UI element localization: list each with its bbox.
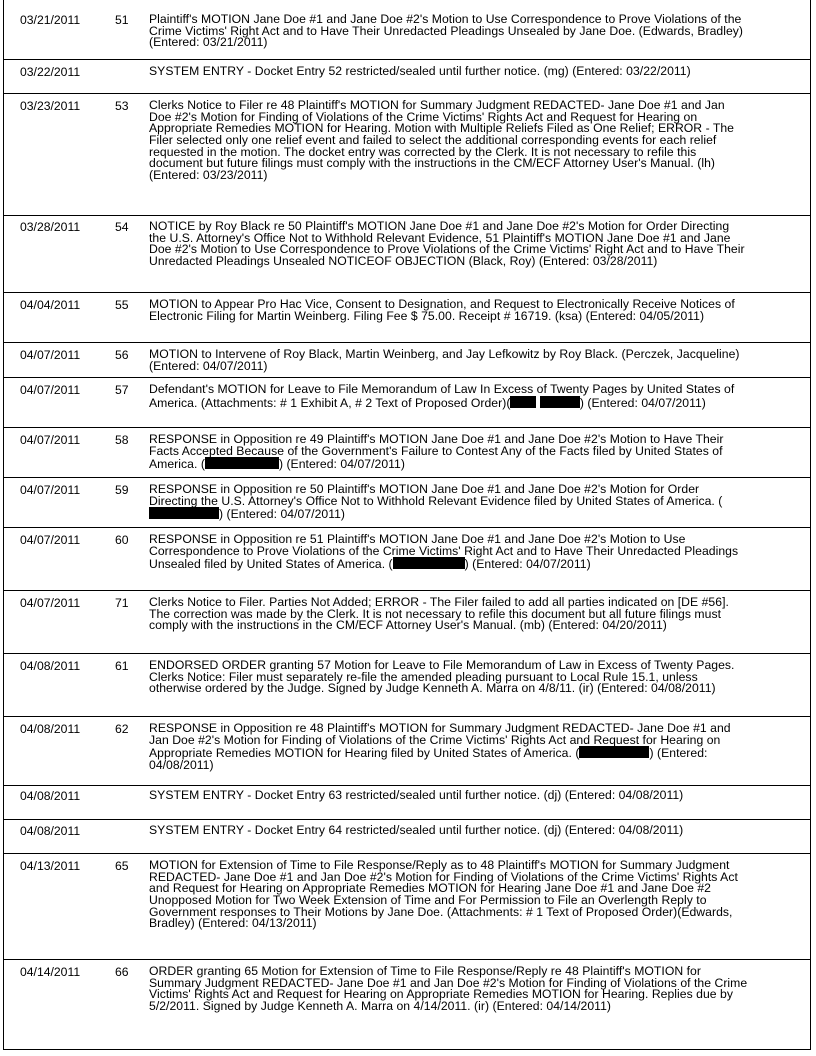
entry-date: 03/21/2011 [20,13,81,27]
entry-date: 04/08/2011 [20,789,81,803]
redaction-bar [540,396,580,408]
entry-text-after-redaction: ) (Entered: 04/07/2011) [579,395,706,410]
entry-number: 58 [115,433,129,447]
entry-text [149,384,749,409]
entry-text: ORDER granting 65 Motion for Extension of Time to File Response/Reply re 48 Plaintiff's MOTION for Summary Judgment REDACTED- Jane Doe #1 and Jan Doe #2's Motion for Finding of Violations of the Crime Victims' Rights Act and Request for Hearing on Appropriate Remedies MOTION for Hearing. Replies due by 5/2/2011. Signed by Judge Kenneth A. Marra on 4/14/2011. (ir) (Entered: 04/14/2011) [149,964,748,1013]
entry-text-after-redaction: ) (Entered: 04/07/2011) [219,507,346,522]
entry-number: 53 [115,99,129,113]
row-divider [4,292,810,293]
entry-text-after-redaction: ) (Entered: 04/07/2011) [464,557,591,572]
redaction-bar [510,396,536,408]
entry-number: 59 [115,483,129,497]
entry-date: 04/04/2011 [20,298,81,312]
row-divider [4,377,810,378]
entry-text-before-redaction: Defendant's MOTION for Leave to File Memorandum of Law In Excess of Twenty Pages by United States of America. (Attachments: # 1 Exhibit A, # 2 Text of Proposed Order)( [149,382,735,410]
entry-date: 03/28/2011 [20,220,81,234]
row-divider [4,653,810,654]
entry-text [149,434,749,471]
entry-number: 56 [115,348,129,362]
entry-date: 04/07/2011 [20,383,81,397]
entry-date: 04/07/2011 [20,533,81,547]
row-divider [4,342,810,343]
entry-number: 60 [115,533,129,547]
row-divider [4,93,810,94]
entry-number: 62 [115,722,129,736]
entry-date: 03/22/2011 [20,65,81,79]
entry-date: 04/08/2011 [20,722,81,736]
entry-text-after-redaction: ) (Entered: 04/08/2011) [149,746,708,772]
entry-text-after-redaction: ) (Entered: 04/07/2011) [278,457,405,472]
entry-date: 04/14/2011 [20,965,81,979]
entry-date: 04/08/2011 [20,659,81,673]
entry-date: 04/07/2011 [20,433,81,447]
row-divider [4,590,810,591]
entry-date: 03/23/2011 [20,99,81,113]
redaction-bar [149,507,219,519]
row-divider [4,477,810,478]
entry-number: 54 [115,220,129,234]
entry-text: SYSTEM ENTRY - Docket Entry 52 restricted/sealed until further notice. (mg) (Entered: 03/22/2011) [149,64,691,78]
row-divider [4,716,810,717]
entry-text-before-redaction: RESPONSE in Opposition re 48 Plaintiff's MOTION for Summary Judgment REDACTED- Jane Doe #1 and Jan Doe #2's Motion for Finding of Violations of the Crime Victims' Rights Act and Request for Hearing on Appropriate Remedies MOTION for Hearing filed by United States of America. ( [149,721,731,761]
row-divider [4,215,810,216]
entry-text: Clerks Notice to Filer. Parties Not Added; ERROR - The Filer failed to add all parties indicated on [DE #56]. The correction was made by the Clerk. It is not necessary to refile this document but all future filings must comply with the instructions in the CM/ECF Attorney User's Manual. (mb) (Entered: 04/20/2011) [149,595,729,633]
entry-date: 04/07/2011 [20,596,81,610]
entry-date: 04/07/2011 [20,348,81,362]
entry-text: SYSTEM ENTRY - Docket Entry 64 restricted/sealed until further notice. (dj) (Entered: 04/08/2011) [149,823,684,837]
entry-number: 61 [115,659,129,673]
entry-text: MOTION to Intervene of Roy Black, Martin Weinberg, and Jay Lefkowitz by Roy Black. (Perczek, Jacqueline) (Entered: 04/07/2011) [149,347,740,373]
entry-date: 04/08/2011 [20,824,81,838]
redaction-bar [393,557,465,569]
entry-text: ENDORSED ORDER granting 57 Motion for Leave to File Memorandum of Law in Excess of Twenty Pages. Clerks Notice: Filer must separately re-file the amended pleading pursuant to Local Rule 15.1, unless otherwise ordered by the Judge. Signed by Judge Kenneth A. Marra on 4/8/11. (ir) (Entered: 04/08/2011) [149,658,735,696]
entry-text: MOTION for Extension of Time to File Response/Reply as to 48 Plaintiff's MOTION for Summary Judgment REDACTED- Jane Doe #1 and Jan Doe #2's Motion for Finding of Violations of the Crime Victims' Rights Act and Request for Hearing on Appropriate Remedies MOTION for Hearing Jane Doe #1 and Jane Doe #2 Unopposed Motion for Two Week Extension of Time and For Permission to File an Overlength Reply to Government responses to Their Motions by Jane Doe. (Attachments: # 1 Text of Proposed Order)(Edwards, Bradley) (Entered: 04/13/2011) [149,858,738,931]
row-divider [4,853,810,854]
row-divider [4,427,810,428]
entry-text [149,723,749,772]
entry-text: Plaintiff's MOTION Jane Doe #1 and Jane Doe #2's Motion to Use Correspondence to Prove Violations of the Crime Victims' Right Act and to Have Their Unredacted Pleadings Unsealed by Jane Doe. (Edwards, Bradley) (Entered: 03/21/2011) [149,12,744,50]
entry-text: SYSTEM ENTRY - Docket Entry 63 restricted/sealed until further notice. (dj) (Entered: 04/08/2011) [149,788,684,802]
row-divider [4,59,810,60]
redaction-bar [205,457,279,469]
entry-text [149,534,749,571]
entry-number: 71 [115,596,129,610]
entry-text-before-redaction: RESPONSE in Opposition re 51 Plaintiff's MOTION Jane Doe #1 and Jane Doe #2's Motion to Use Correspondence to Prove Violations of the Crime Victims' Right Act and to Have Their Unredacted Pleadings Unsealed filed by United States of America. ( [149,532,739,572]
entry-number: 55 [115,298,129,312]
entry-text: Clerks Notice to Filer re 48 Plaintiff's MOTION for Summary Judgment REDACTED- Jane Doe #1 and Jan Doe #2's Motion for Finding of Violations of the Crime Victims' Rights Act and Request for Hearing on Appropriate Remedies MOTION for Hearing. Motion with Multiple Reliefs Filed as One Relief; ERROR - The Filer selected only one relief event and failed to select the additional corresponding events for each relief requested in the motion. The docket entry was corrected by the Clerk. It is not necessary to refile this document but future filings must comply with the instructions in the CM/ECF Attorney User's Manual. (lh) (Entered: 03/23/2011) [149,98,735,182]
docket-table [3,0,811,1050]
entry-text: MOTION to Appear Pro Hac Vice, Consent to Designation, and Request to Electronically Receive Notices of Electronic Filing for Martin Weinberg. Filing Fee $ 75.00. Receipt # 16719. (ksa) (Entered: 04/05/2011) [149,297,735,323]
entry-date: 04/13/2011 [20,859,81,873]
entry-number: 65 [115,859,129,873]
row-divider [4,785,810,786]
entry-number: 51 [115,13,129,27]
redaction-bar [579,746,649,758]
entry-text-before-redaction: RESPONSE in Opposition re 50 Plaintiff's MOTION Jane Doe #1 and Jane Doe #2's Motion for Order Directing the U.S. Attorney's Office Not to Withhold Relevant Evidence filed by United States of America. ( [149,482,723,508]
row-divider [4,527,810,528]
entry-date: 04/07/2011 [20,483,81,497]
entry-text [149,484,749,521]
row-divider [4,819,810,820]
entry-text-before-redaction: RESPONSE in Opposition re 49 Plaintiff's MOTION Jane Doe #1 and Jane Doe #2's Motion to Have Their Facts Accepted Because of the Government's Failure to Contest Any of the Facts filed by United States of America. ( [149,432,724,472]
entry-text: NOTICE by Roy Black re 50 Plaintiff's MOTION Jane Doe #1 and Jane Doe #2's Motion for Order Directing the U.S. Attorney's Office Not to Withhold Relevant Evidence, 51 Plaintiff's MOTION Jane Doe #1 and Jane Doe #2's Motion to Use Correspondence to Prove Violations of the Crime Victims' Right Act and to Have Their Unredacted Pleadings Unsealed NOTICEOF OBJECTION (Black, Roy) (Entered: 03/28/2011) [149,219,745,268]
entry-number: 57 [115,383,129,397]
row-divider [4,959,810,960]
entry-number: 66 [115,965,129,979]
